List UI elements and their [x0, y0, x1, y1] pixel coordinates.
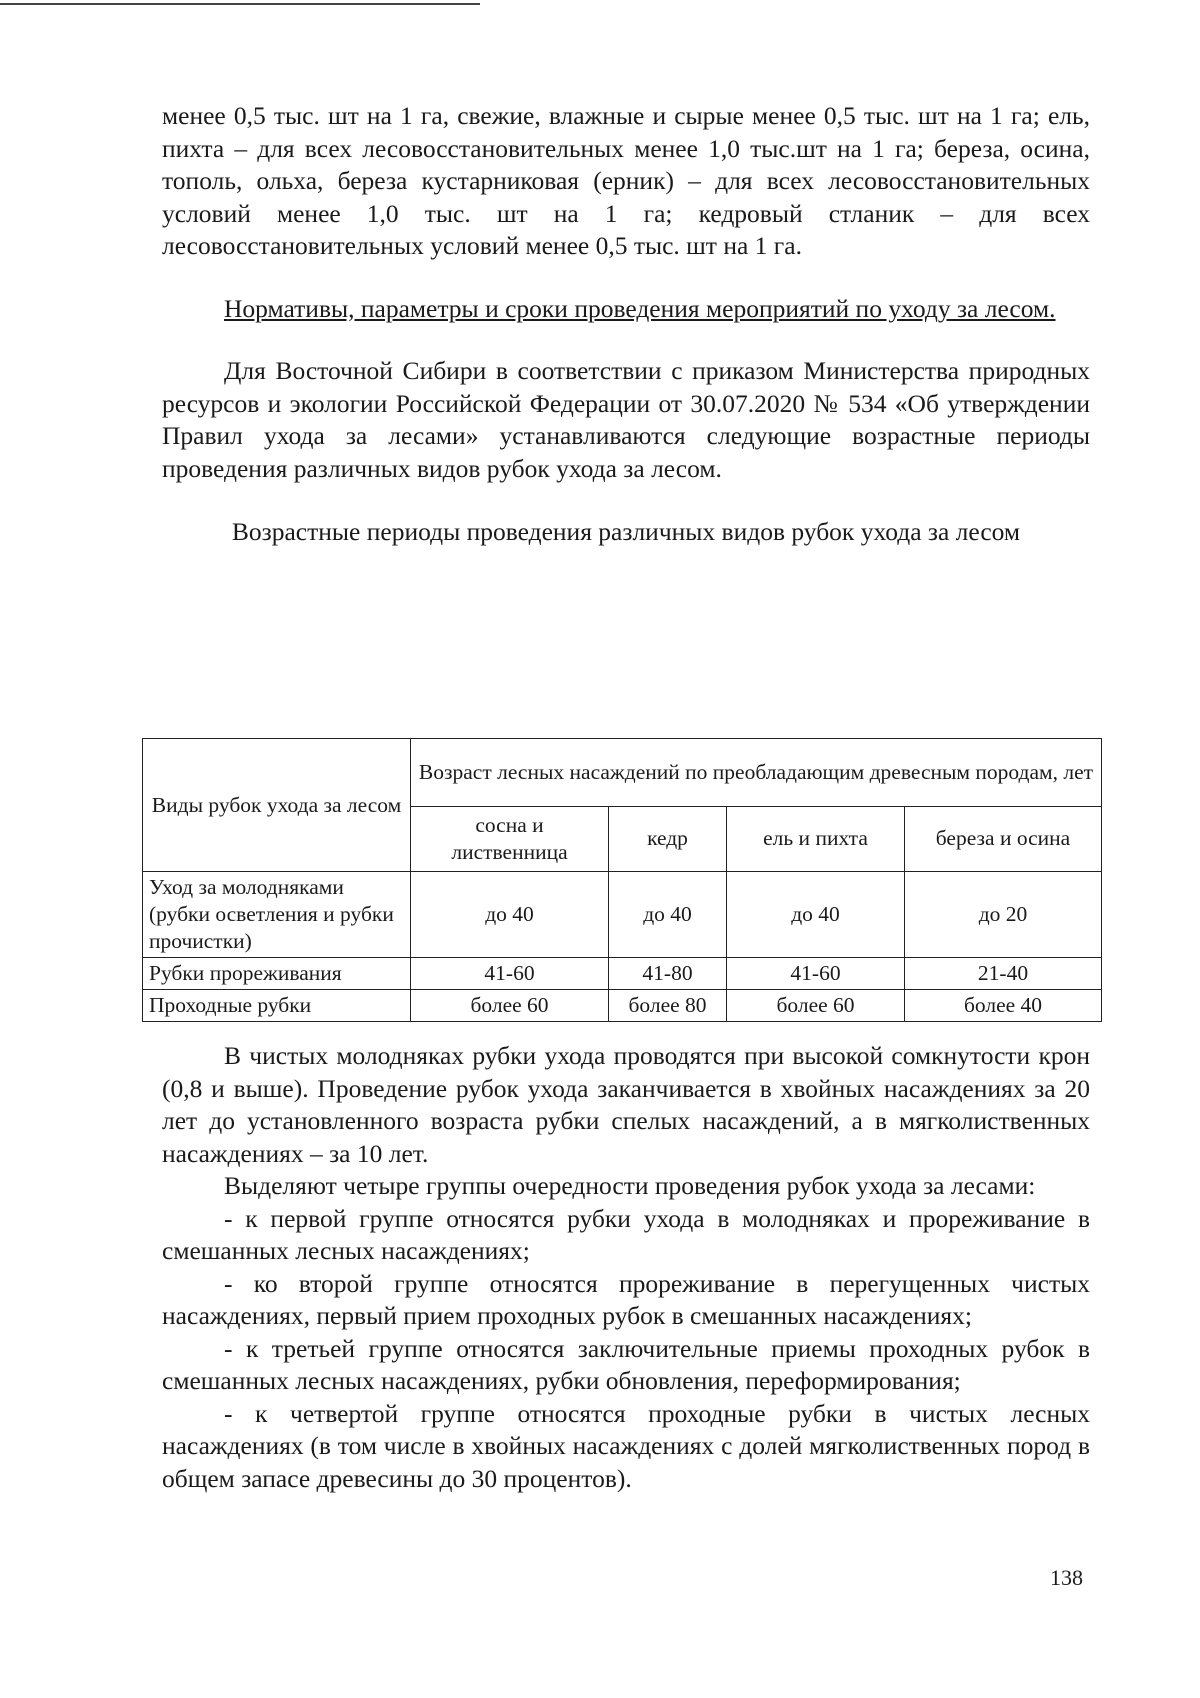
species-spruce: ель и пихта — [727, 806, 905, 872]
lower-text — [162, 1040, 1090, 1495]
group-item-4: - к четвертой группе относятся проходные рубки в чистых лесных насаждениях (в том числе в хвойных насаждениях с долей мягколиственных пород в общем запасе древесины до 30 процентов). — [162, 1398, 1090, 1493]
cell: более 40 — [905, 990, 1102, 1022]
cell: до 40 — [609, 872, 727, 958]
cell: более 60 — [727, 990, 905, 1022]
cell: 41-80 — [609, 958, 727, 990]
row-name: Рубки прореживания — [143, 958, 411, 990]
species-birch: береза и осина — [905, 806, 1102, 872]
body-paragraph-1: В чистых молодняках рубки ухода проводятся при высокой сомкнутости крон (0,8 и выше). Проведение рубок ухода заканчивается в хвойных насаждениях за 20 лет до установленного возраста рубки спелых насаждений, а в мягколиственных насаждениях – за 10 лет. — [162, 1041, 1090, 1168]
table-row — [143, 958, 1102, 990]
group-item-2: - ко второй группе относятся прореживание в перегущенных чистых насаждениях, первый прием проходных рубок в смешанных насаждениях; — [162, 1268, 1090, 1330]
table-caption: Возрастные периоды проведения различных видов рубок ухода за лесом — [231, 517, 1021, 546]
table-row — [143, 990, 1102, 1022]
intro-paragraph: менее 0,5 тыс. шт на 1 га, свежие, влажные и сырые менее 0,5 тыс. шт на 1 га; ель, пихта – для всех лесовосстановительных менее 1,0 тыс.шт на 1 га; береза, осина, тополь, ольха, береза кустарниковая (ерник) – для всех лесовосстановительных условий менее 1,0 тыс. шт на 1 га; кедровый стланик – для всех лесовосстановительных условий менее 0,5 тыс. шт на 1 га. — [162, 101, 1090, 260]
section-heading: Нормативы, параметры и сроки проведения мероприятий по уходу за лесом. — [224, 293, 1056, 323]
cell: 41-60 — [727, 958, 905, 990]
group-item-3: - к третьей группе относятся заключительные приемы проходных рубок в смешанных лесных насаждениях, рубки обновления, переформирования; — [162, 1333, 1090, 1395]
species-cedar: кедр — [609, 806, 727, 872]
cell: 21-40 — [905, 958, 1102, 990]
age-periods-table — [142, 738, 1102, 1022]
cell: до 40 — [411, 872, 609, 958]
header-age: Возраст лесных насаждений по преобладающим древесным породам, лет — [411, 739, 1102, 807]
group-item-1: - к первой группе относятся рубки ухода в молодняках и прореживание в смешанных лесных насаждениях; — [162, 1203, 1090, 1265]
cell: 41-60 — [411, 958, 609, 990]
upper-text — [162, 100, 1090, 549]
table-row — [143, 872, 1102, 958]
cell: более 60 — [411, 990, 609, 1022]
cell: до 40 — [727, 872, 905, 958]
species-pine: сосна и лиственница — [411, 806, 609, 872]
cell: более 80 — [609, 990, 727, 1022]
body-paragraph-2: Выделяют четыре группы очередности проведения рубок ухода за лесами: — [224, 1171, 1036, 1200]
section-paragraph: Для Восточной Сибири в соответствии с приказом Министерства природных ресурсов и экологии Российской Федерации от 30.07.2020 № 534 «Об утверждении Правил ухода за лесами» устанавливаются следующие возрастные периоды проведения различных видов рубок ухода за лесом. — [162, 356, 1090, 483]
top-rule — [0, 3, 480, 5]
page-number: 138 — [1050, 1565, 1083, 1590]
header-type: Виды рубок ухода за лесом — [143, 739, 411, 872]
cell: до 20 — [905, 872, 1102, 958]
row-name: Уход за молодняками (рубки осветления и рубки прочистки) — [143, 872, 411, 958]
row-name: Проходные рубки — [143, 990, 411, 1022]
